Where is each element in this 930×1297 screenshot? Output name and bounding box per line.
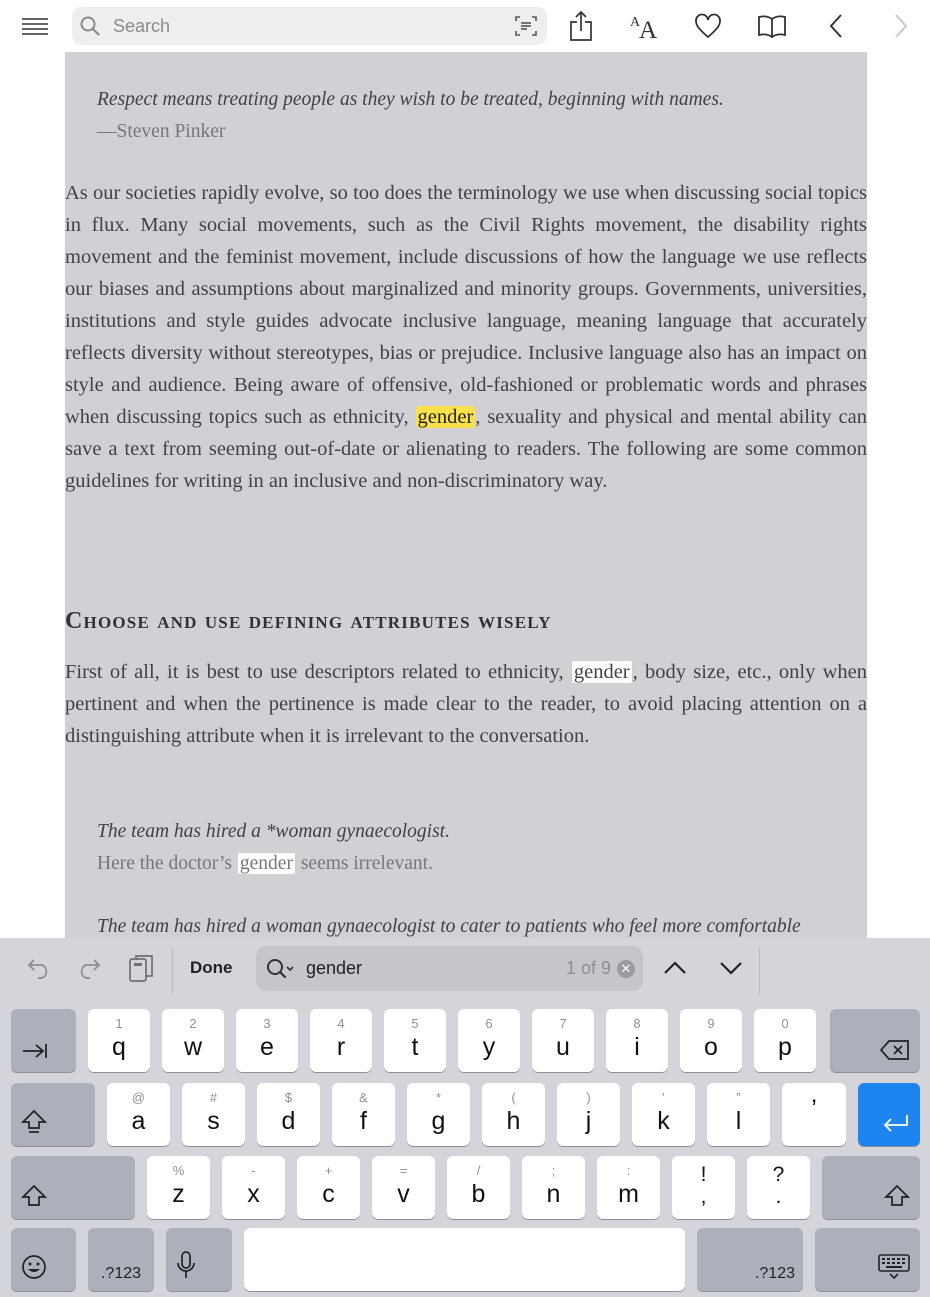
svg-text:A: A xyxy=(630,15,641,30)
key-label: r xyxy=(336,1033,346,1061)
key-hint: = xyxy=(399,1163,408,1178)
numbers-key-right[interactable] xyxy=(697,1228,803,1291)
key-bottom-char: . xyxy=(775,1185,782,1208)
text-size-icon[interactable] xyxy=(627,8,663,44)
dismiss-keyboard-key[interactable] xyxy=(815,1228,920,1291)
return-key[interactable] xyxy=(858,1083,920,1146)
key-n[interactable] xyxy=(522,1156,585,1219)
key-label: e xyxy=(260,1033,274,1061)
space-bar[interactable] xyxy=(244,1228,685,1291)
key-label: s xyxy=(207,1107,220,1135)
key-hint: 3 xyxy=(263,1016,271,1031)
key-label: b xyxy=(471,1180,486,1208)
search-placeholder: Search xyxy=(113,16,171,36)
redo-icon[interactable] xyxy=(71,950,107,986)
clear-icon[interactable]: ✕ xyxy=(617,960,635,978)
key-label: t xyxy=(411,1033,419,1061)
key-p[interactable] xyxy=(754,1009,816,1072)
key-q[interactable] xyxy=(88,1009,150,1072)
key-v[interactable] xyxy=(372,1156,435,1219)
example-note xyxy=(97,848,450,880)
book-icon[interactable] xyxy=(754,8,790,44)
example-sentence-2: The team has hired a woman gynaecologist to cater to patients who feel more comfortable xyxy=(97,916,801,937)
epigraph xyxy=(97,84,724,148)
emoji-key[interactable] xyxy=(11,1228,76,1291)
key-hint: $ xyxy=(284,1090,293,1105)
current-search-match[interactable]: gender xyxy=(417,406,474,428)
done-button[interactable]: Done xyxy=(190,958,233,977)
key-hint: & xyxy=(359,1090,368,1105)
key-label xyxy=(672,1164,735,1208)
key-label: u xyxy=(556,1033,570,1061)
example-note-text: Here the doctor’s xyxy=(97,853,237,874)
keyboard-dismiss-icon xyxy=(878,1254,910,1285)
key-label: n xyxy=(546,1180,561,1208)
key-hint: + xyxy=(324,1163,333,1178)
key-label: ’ xyxy=(811,1095,817,1123)
search-input[interactable] xyxy=(72,7,547,45)
key-label: v xyxy=(397,1180,410,1208)
shift-icon xyxy=(884,1184,910,1213)
find-input[interactable] xyxy=(256,946,643,991)
paragraph-text: , sexuality and physical and mental ability can save a text from seeming out-of-date or alienating to readers. The following are some common guidelines for writing in an inclusive and non-discriminatory way. xyxy=(65,406,867,492)
key-o[interactable] xyxy=(680,1009,742,1072)
caps-lock-icon xyxy=(21,1109,47,1140)
key-j[interactable] xyxy=(557,1083,620,1146)
key-l[interactable] xyxy=(707,1083,770,1146)
key-apostrophe[interactable] xyxy=(782,1083,846,1146)
key-g[interactable] xyxy=(407,1083,470,1146)
numbers-key-left[interactable] xyxy=(88,1228,154,1291)
scan-text-icon[interactable] xyxy=(515,15,537,42)
key-hint: 2 xyxy=(189,1016,197,1031)
menu-icon[interactable] xyxy=(17,8,53,44)
match-count: 1 of 9 xyxy=(565,958,611,978)
return-icon xyxy=(882,1113,910,1140)
search-icon xyxy=(80,16,100,41)
paragraph-text: , body size, etc., only when pertinent and when the pertinence is made clear to the reader, to avoid placing attention on a distinguishing attribute when it is irrelevant to the conversation. xyxy=(65,661,867,747)
search-options-icon[interactable] xyxy=(266,958,296,985)
paragraph-text: First of all, it is best to use descriptors related to ethnicity, xyxy=(65,661,571,683)
key-label: z xyxy=(172,1180,185,1208)
heart-icon[interactable] xyxy=(690,8,726,44)
key-label: p xyxy=(778,1033,792,1061)
example-block xyxy=(97,816,450,880)
key-label: x xyxy=(247,1180,260,1208)
paragraph-intro xyxy=(65,177,867,497)
shift-icon xyxy=(21,1184,47,1213)
chevron-down-icon[interactable] xyxy=(713,950,749,986)
key-hint: ) xyxy=(586,1090,591,1105)
divider xyxy=(759,948,760,994)
key-r[interactable] xyxy=(310,1009,372,1072)
chevron-right-icon[interactable] xyxy=(883,8,919,44)
key-h[interactable] xyxy=(482,1083,545,1146)
key-hint: 7 xyxy=(559,1016,567,1031)
search-match[interactable]: gender xyxy=(237,852,296,875)
key-label: k xyxy=(657,1107,670,1135)
key-s[interactable] xyxy=(182,1083,245,1146)
key-label: .?123 xyxy=(754,1265,795,1282)
key-i[interactable] xyxy=(606,1009,668,1072)
key-label: q xyxy=(112,1033,126,1061)
key-hint: 1 xyxy=(115,1016,123,1031)
on-screen-keyboard xyxy=(0,998,930,1297)
key-b[interactable] xyxy=(447,1156,510,1219)
shift-key-right[interactable] xyxy=(822,1156,920,1219)
divider xyxy=(172,948,173,994)
key-hint: % xyxy=(172,1163,185,1178)
chevron-left-icon[interactable] xyxy=(818,8,854,44)
svg-text:A: A xyxy=(639,17,658,40)
undo-icon[interactable] xyxy=(21,950,57,986)
tab-key[interactable] xyxy=(11,1009,76,1072)
key-label: c xyxy=(322,1180,335,1208)
key-hint: * xyxy=(435,1090,442,1105)
example-sentence: The team has hired a *woman gynaecologist. xyxy=(97,821,450,842)
key-top-char: ! xyxy=(700,1163,707,1186)
reader-toolbar xyxy=(0,0,930,52)
find-query: gender xyxy=(306,958,363,978)
key-hint: : xyxy=(626,1163,631,1178)
shift-key-left[interactable] xyxy=(11,1156,135,1219)
key-c[interactable] xyxy=(297,1156,360,1219)
key-question-period[interactable] xyxy=(747,1156,810,1219)
key-m[interactable] xyxy=(597,1156,660,1219)
key-exclamation-comma[interactable] xyxy=(672,1156,735,1219)
dictation-key[interactable] xyxy=(166,1228,232,1291)
key-label: m xyxy=(618,1180,639,1208)
tab-icon xyxy=(21,1041,49,1066)
search-match[interactable]: gender xyxy=(571,660,633,684)
key-w[interactable] xyxy=(162,1009,224,1072)
key-hint: @ xyxy=(131,1090,146,1105)
delete-key[interactable] xyxy=(830,1009,920,1072)
key-hint: 9 xyxy=(707,1016,715,1031)
key-hint: - xyxy=(251,1163,256,1178)
example-note-text: seems irrelevant. xyxy=(295,853,433,874)
key-e[interactable] xyxy=(236,1009,298,1072)
clipboard-icon[interactable] xyxy=(123,950,159,986)
caps-lock-key[interactable] xyxy=(11,1083,95,1146)
key-label: o xyxy=(704,1033,718,1061)
key-label xyxy=(747,1164,810,1208)
microphone-icon xyxy=(176,1250,196,1285)
key-hint: 0 xyxy=(781,1016,789,1031)
key-x[interactable] xyxy=(222,1156,285,1219)
key-label: f xyxy=(360,1107,367,1135)
key-label: i xyxy=(634,1033,640,1061)
chevron-up-icon[interactable] xyxy=(657,950,693,986)
key-hint: 8 xyxy=(633,1016,641,1031)
key-hint: ’ xyxy=(662,1090,665,1105)
key-hint: # xyxy=(209,1090,218,1105)
key-f[interactable] xyxy=(332,1083,395,1146)
key-label: d xyxy=(281,1107,296,1135)
backspace-icon xyxy=(880,1039,910,1066)
find-bar xyxy=(0,938,930,998)
key-a[interactable] xyxy=(107,1083,170,1146)
key-hint: ” xyxy=(736,1090,741,1105)
key-t[interactable] xyxy=(384,1009,446,1072)
key-d[interactable] xyxy=(257,1083,320,1146)
key-hint: 4 xyxy=(337,1016,345,1031)
key-hint: 5 xyxy=(411,1016,419,1031)
key-label: l xyxy=(735,1107,742,1135)
key-hint: / xyxy=(476,1163,481,1178)
paragraph-text: As our societies rapidly evolve, so too does the terminology we use when discussing social topics in flux. Many social movements, such as the Civil Rights movement, the disability rights movement and the feminist movement, include discussions of how the language we use reflects our biases and assumptions about marginalized and minority groups. Governments, universities, institutions and style guides advocate inclusive language, meaning language that accurately reflects diversity without stereotypes, bias or prejudice. Inclusive language also has an impact on style and audience. Being aware of offensive, old-fashioned or problematic words and phrases when discussing topics such as ethnicity, xyxy=(65,182,867,428)
key-label: a xyxy=(131,1107,146,1135)
key-u[interactable] xyxy=(532,1009,594,1072)
epigraph-quote: Respect means treating people as they wish to be treated, beginning with names. xyxy=(97,89,724,110)
key-label: w xyxy=(183,1033,203,1061)
paragraph-attributes xyxy=(65,656,867,752)
key-label: g xyxy=(431,1107,446,1135)
key-top-char: ? xyxy=(772,1163,785,1186)
key-hint: 6 xyxy=(485,1016,493,1031)
key-z[interactable] xyxy=(147,1156,210,1219)
key-bottom-char: , xyxy=(700,1185,707,1208)
key-label: h xyxy=(506,1107,521,1135)
key-label: .?123 xyxy=(100,1265,142,1282)
key-label: y xyxy=(482,1033,496,1061)
key-k[interactable] xyxy=(632,1083,695,1146)
key-label: j xyxy=(585,1107,592,1135)
share-icon[interactable] xyxy=(563,8,599,44)
key-hint: ; xyxy=(551,1163,556,1178)
book-page xyxy=(65,52,867,938)
key-hint: ( xyxy=(511,1090,516,1105)
epigraph-author: —Steven Pinker xyxy=(97,121,226,142)
key-y[interactable] xyxy=(458,1009,520,1072)
emoji-icon xyxy=(21,1254,47,1285)
section-heading: Choose and use defining attributes wisely xyxy=(65,608,552,634)
